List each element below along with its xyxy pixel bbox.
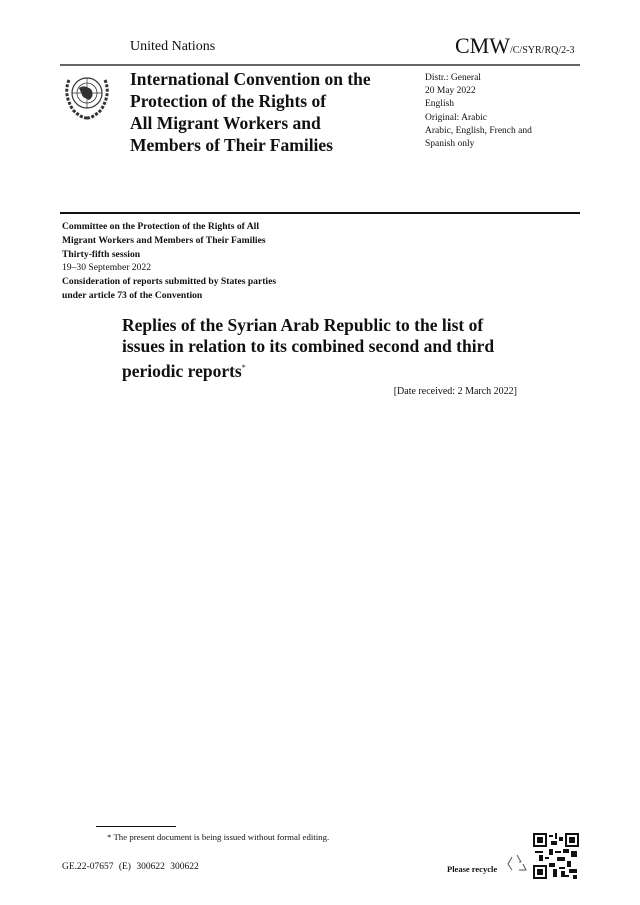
date-received: [Date received: 2 March 2022] bbox=[393, 386, 517, 397]
doc-title-line: issues in relation to its combined second and third bbox=[122, 336, 495, 356]
symbol-main: CMW bbox=[455, 33, 510, 58]
committee-name: Committee on the Protection of the Rights of All bbox=[62, 221, 259, 232]
distr-original: Original: Arabic bbox=[425, 112, 487, 123]
footnote: * The present document is being issued without formal editing. bbox=[107, 832, 330, 842]
title-line: Protection of the Rights of bbox=[130, 91, 327, 111]
symbol-rest: /C/SYR/RQ/2-3 bbox=[510, 45, 575, 56]
footnote-mark[interactable]: * bbox=[241, 363, 246, 372]
agenda-item: under article 73 of the Convention bbox=[62, 289, 203, 301]
document-title bbox=[122, 315, 494, 382]
agenda-item: Consideration of reports submitted by States parties bbox=[62, 276, 277, 288]
convention-title bbox=[130, 68, 410, 156]
session-dates: 19–30 September 2022 bbox=[62, 262, 151, 274]
header-rule bbox=[60, 64, 580, 66]
qr-code-icon[interactable] bbox=[533, 833, 579, 879]
title-line: International Convention on the bbox=[130, 69, 371, 89]
footnote-rule bbox=[96, 826, 176, 827]
distribution-block bbox=[425, 72, 575, 151]
recycle-icon bbox=[506, 852, 528, 874]
title-line: Members of Their Families bbox=[130, 135, 333, 155]
title-line: All Migrant Workers and bbox=[130, 113, 321, 133]
doc-title-line: periodic reports bbox=[122, 360, 242, 381]
distr-languages: Spanish only bbox=[425, 139, 475, 150]
session: Thirty-fifth session bbox=[62, 248, 141, 260]
doc-title-line: Replies of the Syrian Arab Republic to the list of bbox=[122, 315, 484, 335]
document-symbol bbox=[455, 33, 574, 59]
committee-block bbox=[62, 220, 276, 303]
distr-languages: Arabic, English, French and bbox=[425, 125, 532, 136]
recycle-label: Please recycle bbox=[447, 864, 498, 874]
committee-name: Migrant Workers and Members of Their Families bbox=[62, 234, 266, 246]
distr-line: Distr.: General bbox=[425, 73, 481, 83]
org-name: United Nations bbox=[130, 39, 216, 54]
distr-date: 20 May 2022 bbox=[425, 86, 476, 97]
distr-language: English bbox=[425, 99, 455, 110]
section-rule bbox=[60, 212, 580, 214]
un-emblem-icon bbox=[61, 68, 113, 122]
job-number: GE.22-07657 (E) 300622 300622 bbox=[62, 862, 199, 872]
